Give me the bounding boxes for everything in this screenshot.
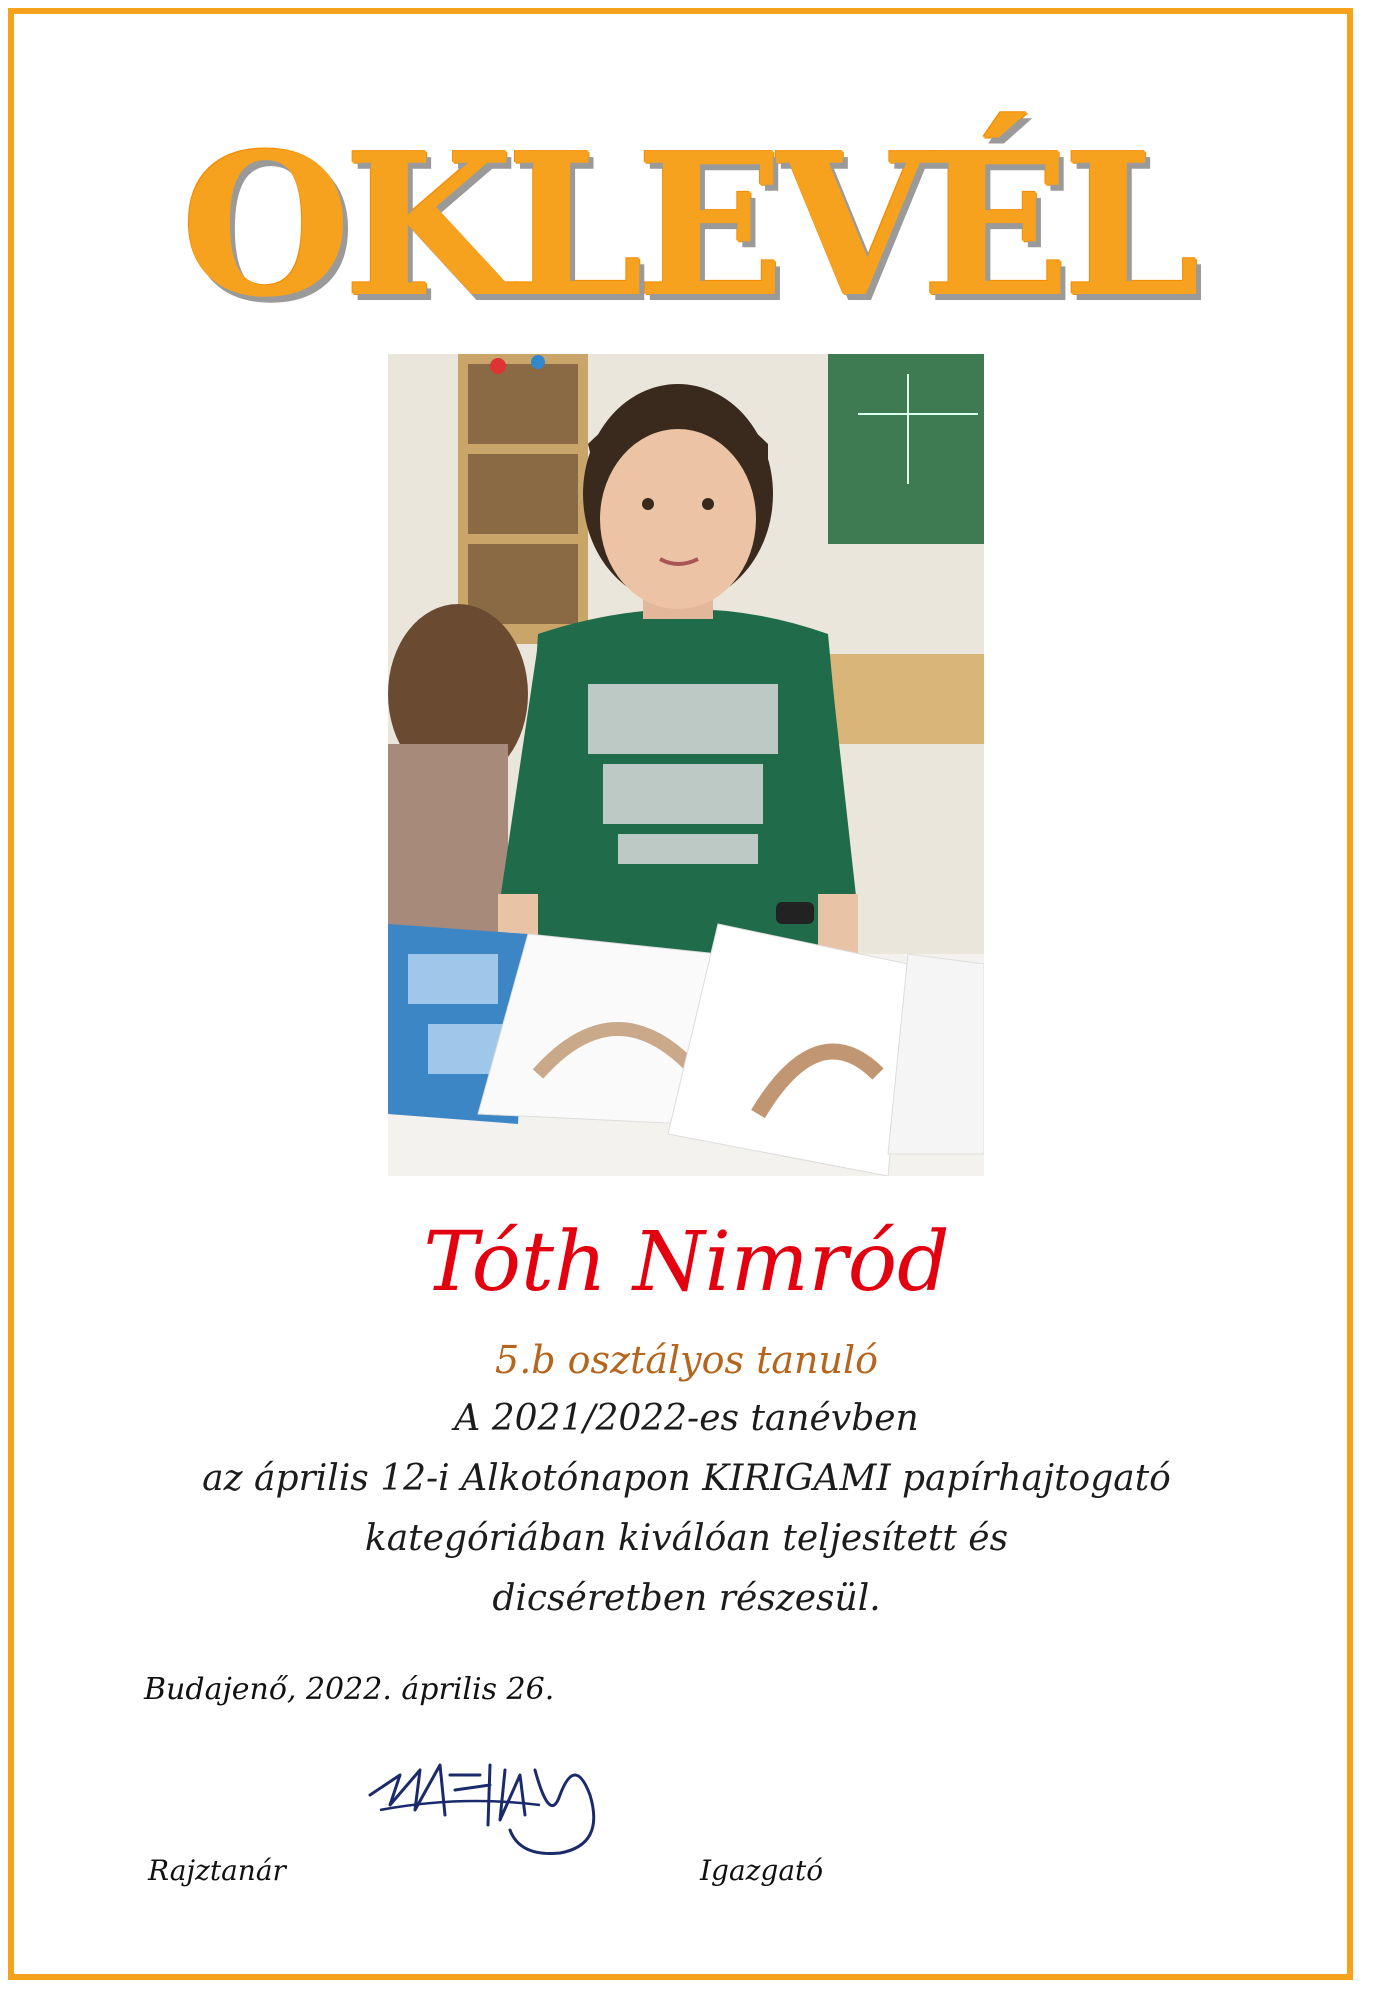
body-line-3: kategóriában kiválóan teljesített és	[364, 1518, 1009, 1559]
body-line-1: A 2021/2022-es tanévben	[454, 1398, 919, 1439]
certificate-title-text: OKLEVÉL	[180, 111, 1193, 341]
signature-label-principal: Igazgató	[700, 1854, 824, 1887]
signature-label-art-teacher: Rajztanár	[148, 1854, 286, 1887]
place-and-date: Budajenő, 2022. április 26.	[144, 1672, 555, 1707]
student-class: 5.b osztályos tanuló	[495, 1338, 878, 1382]
student-photo-illustration	[388, 354, 984, 1176]
handwritten-signature	[360, 1735, 620, 1865]
student-photo	[388, 354, 984, 1176]
student-name: Tóth Nimród	[423, 1215, 950, 1310]
body-line-2: az április 12-i Alkotónapon KIRIGAMI papírhajtogató	[202, 1458, 1171, 1499]
certificate-title	[0, 111, 1373, 341]
body-line-4: dicséretben részesül.	[492, 1578, 881, 1619]
